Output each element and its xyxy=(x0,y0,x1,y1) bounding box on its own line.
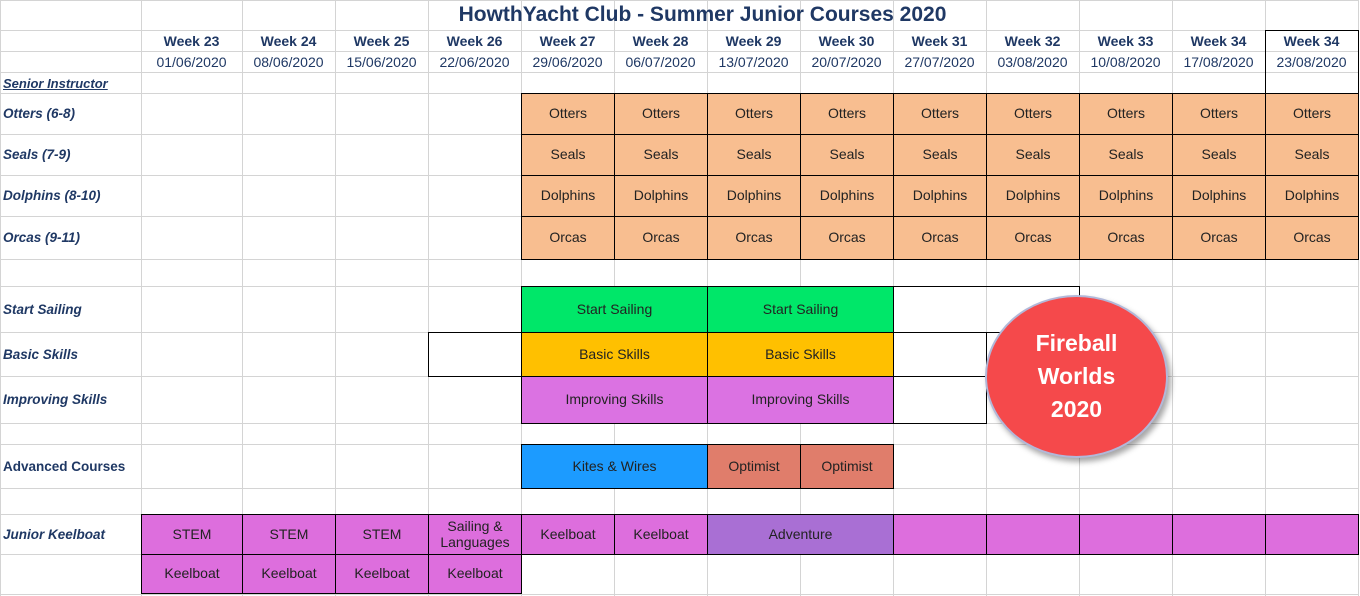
week-date: 01/06/2020 xyxy=(156,53,227,70)
sailing-languages-block: Sailing & Languages xyxy=(428,514,522,555)
keelboat-empty-block xyxy=(986,514,1080,555)
gridline xyxy=(1172,0,1173,596)
basic-skills-block: Basic Skills xyxy=(707,332,894,377)
keelboat-empty-block xyxy=(1079,514,1173,555)
week-header: Week 28 xyxy=(632,32,689,49)
fireball-worlds-badge xyxy=(985,295,1168,458)
otters-cell: Otters xyxy=(521,93,615,135)
week-date: 20/07/2020 xyxy=(811,53,882,70)
week-date: 22/06/2020 xyxy=(439,53,510,70)
otters-cell: Otters xyxy=(1079,93,1173,135)
row-label-advanced-courses: Advanced Courses xyxy=(3,458,126,474)
row-label-senior-instructor: Senior Instructor xyxy=(3,75,108,91)
gridline xyxy=(428,0,429,596)
otters-cell: Otters xyxy=(614,93,708,135)
seals-cell: Seals xyxy=(614,134,708,176)
keelboat-block: Keelboat xyxy=(614,514,708,555)
keelboat-empty-block xyxy=(1265,514,1359,555)
improving-skills-block: Improving Skills xyxy=(521,376,708,424)
orcas-cell: Orcas xyxy=(893,216,987,260)
gridline xyxy=(242,0,243,596)
dolphins-cell: Dolphins xyxy=(1172,175,1266,217)
orcas-cell: Orcas xyxy=(986,216,1080,260)
last-week-header-box xyxy=(1265,30,1359,93)
optimist-block: Optimist xyxy=(707,444,801,489)
seals-cell: Seals xyxy=(1172,134,1266,176)
orcas-cell: Orcas xyxy=(521,216,615,260)
week-date: 17/08/2020 xyxy=(1183,53,1254,70)
week-date: 08/06/2020 xyxy=(253,53,324,70)
week-date: 23/08/2020 xyxy=(1276,53,1347,70)
gridline xyxy=(0,594,1359,595)
keelboat-empty-block xyxy=(1172,514,1266,555)
week-date: 03/08/2020 xyxy=(997,53,1068,70)
keelboat-block: Keelboat xyxy=(242,554,336,594)
keelboat-block: Keelboat xyxy=(335,554,429,594)
week-header: Week 33 xyxy=(1097,32,1154,49)
orcas-cell: Orcas xyxy=(1172,216,1266,260)
week-date: 15/06/2020 xyxy=(346,53,417,70)
week-header: Week 27 xyxy=(539,32,596,49)
week-date: 06/07/2020 xyxy=(625,53,696,70)
week-header: Week 25 xyxy=(353,32,410,49)
basic-skills-empty-block xyxy=(428,332,522,377)
dolphins-cell: Dolphins xyxy=(614,175,708,217)
orcas-cell: Orcas xyxy=(800,216,894,260)
improving-skills-block: Improving Skills xyxy=(707,376,894,424)
week-header: Week 29 xyxy=(725,32,782,49)
stem-block: STEM xyxy=(335,514,429,555)
dolphins-cell: Dolphins xyxy=(1079,175,1173,217)
week-header: Week 31 xyxy=(911,32,968,49)
week-header: Week 34 xyxy=(1283,32,1340,49)
week-date: 13/07/2020 xyxy=(718,53,789,70)
stem-block: STEM xyxy=(242,514,336,555)
orcas-cell: Orcas xyxy=(614,216,708,260)
optimist-block: Optimist xyxy=(800,444,894,489)
orcas-cell: Orcas xyxy=(1079,216,1173,260)
page-title: HowthYacht Club - Summer Junior Courses 2020 xyxy=(458,3,947,26)
orcas-cell: Orcas xyxy=(1265,216,1359,260)
dolphins-cell: Dolphins xyxy=(800,175,894,217)
orcas-cell: Orcas xyxy=(707,216,801,260)
gridline xyxy=(0,72,1359,73)
fireball-line-2: Worlds xyxy=(1037,363,1116,389)
row-label-orcas: Orcas (9-11) xyxy=(3,230,81,245)
row-label-otters: Otters (6-8) xyxy=(3,106,76,121)
gridline xyxy=(0,0,1,596)
otters-cell: Otters xyxy=(1265,93,1359,135)
seals-cell: Seals xyxy=(1079,134,1173,176)
seals-cell: Seals xyxy=(800,134,894,176)
seals-cell: Seals xyxy=(893,134,987,176)
fireball-line-3: 2020 xyxy=(1050,396,1103,422)
stem-block: STEM xyxy=(141,514,243,555)
otters-cell: Otters xyxy=(986,93,1080,135)
week-header: Week 34 xyxy=(1190,32,1247,49)
adventure-block: Adventure xyxy=(707,514,894,555)
dolphins-cell: Dolphins xyxy=(707,175,801,217)
week-date: 27/07/2020 xyxy=(904,53,975,70)
basic-skills-empty-block xyxy=(893,332,987,377)
fireball-line-1: Fireball xyxy=(1035,330,1118,356)
dolphins-cell: Dolphins xyxy=(1265,175,1359,217)
row-label-seals: Seals (7-9) xyxy=(3,147,71,162)
row-label-start-sailing: Start Sailing xyxy=(3,301,82,317)
dolphins-cell: Dolphins xyxy=(521,175,615,217)
week-header: Week 24 xyxy=(260,32,317,49)
seals-cell: Seals xyxy=(521,134,615,176)
start-sailing-block: Start Sailing xyxy=(707,286,894,333)
seals-cell: Seals xyxy=(1265,134,1359,176)
week-header: Week 30 xyxy=(818,32,875,49)
start-sailing-block: Start Sailing xyxy=(521,286,708,333)
row-label-improving-skills: Improving Skills xyxy=(3,392,108,407)
basic-skills-block: Basic Skills xyxy=(521,332,708,377)
row-label-basic-skills: Basic Skills xyxy=(3,346,79,362)
otters-cell: Otters xyxy=(1172,93,1266,135)
keelboat-block: Keelboat xyxy=(141,554,243,594)
otters-cell: Otters xyxy=(893,93,987,135)
dolphins-cell: Dolphins xyxy=(986,175,1080,217)
kites-wires-block: Kites & Wires xyxy=(521,444,708,489)
gridline xyxy=(335,0,336,596)
otters-cell: Otters xyxy=(707,93,801,135)
week-header: Week 32 xyxy=(1004,32,1061,49)
keelboat-block: Keelboat xyxy=(521,514,615,555)
keelboat-block: Keelboat xyxy=(428,554,522,594)
week-date: 29/06/2020 xyxy=(532,53,603,70)
dolphins-cell: Dolphins xyxy=(893,175,987,217)
seals-cell: Seals xyxy=(986,134,1080,176)
row-label-junior-keelboat: Junior Keelboat xyxy=(3,526,106,542)
improving-skills-empty-block xyxy=(893,376,987,424)
keelboat-empty-block xyxy=(893,514,987,555)
week-header: Week 26 xyxy=(446,32,503,49)
week-header: Week 23 xyxy=(163,32,220,49)
seals-cell: Seals xyxy=(707,134,801,176)
gridline xyxy=(141,0,142,596)
week-date: 10/08/2020 xyxy=(1090,53,1161,70)
row-label-dolphins: Dolphins (8-10) xyxy=(3,188,101,203)
otters-cell: Otters xyxy=(800,93,894,135)
